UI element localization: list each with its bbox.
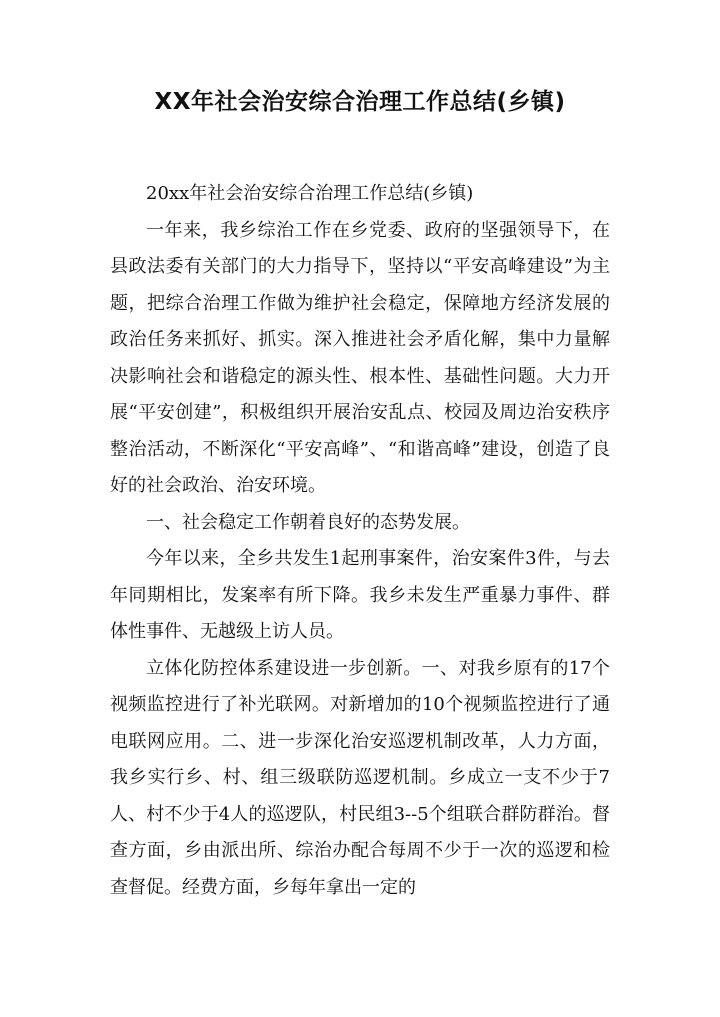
document-title: XX年社会治安综合治理工作总结(乡镇) [154, 89, 566, 115]
paragraph-prevention-system: 立体化防控体系建设进一步创新。一、对我乡原有的17个视频监控进行了补光联网。对新增加的10个视频监控进行了通电联网应用。二、进一步深化治安巡逻机制改革，人力方面，我乡实行乡、村、组三级联防巡逻机制。乡成立一支不少于7人、村不少于4人的巡逻队，村民组3--5个组联合群防群治。督查方面，乡由派出所、综治办配合每周不少于一次的巡逻和检查督促。经费方面，乡每年拿出一定的 [110, 657, 610, 898]
paragraph-intro: 一年来，我乡综治工作在乡党委、政府的坚强领导下，在县政法委有关部门的大力指导下，坚持以“平安高峰建设”为主题，把综合治理工作做为维护社会稳定，保障地方经济发展的政治任务来抓好、抓实。深入推进社会矛盾化解，集中力量解决影响社会和谐稳定的源头性、根本性、基础性问题。大力开展“平安创建”，积极组织开展治安乱点、校园及周边治安秩序整治活动，不断深化“平安高峰”、“和谐高峰”建设，创造了良好的社会政治、治安环境。 [110, 219, 610, 496]
document-subtitle: 20xx年社会治安综合治理工作总结(乡镇) [146, 183, 474, 204]
section-heading-1: 一、社会稳定工作朝着良好的态势发展。 [146, 511, 470, 533]
paragraph-case-stats: 今年以来，全乡共发生1起刑事案件，治安案件3件，与去年同期相比，发案率有所下降。我乡未发生严重暴力事件、群体性事件、无越级上访人员。 [110, 548, 610, 642]
document-body [110, 176, 610, 906]
